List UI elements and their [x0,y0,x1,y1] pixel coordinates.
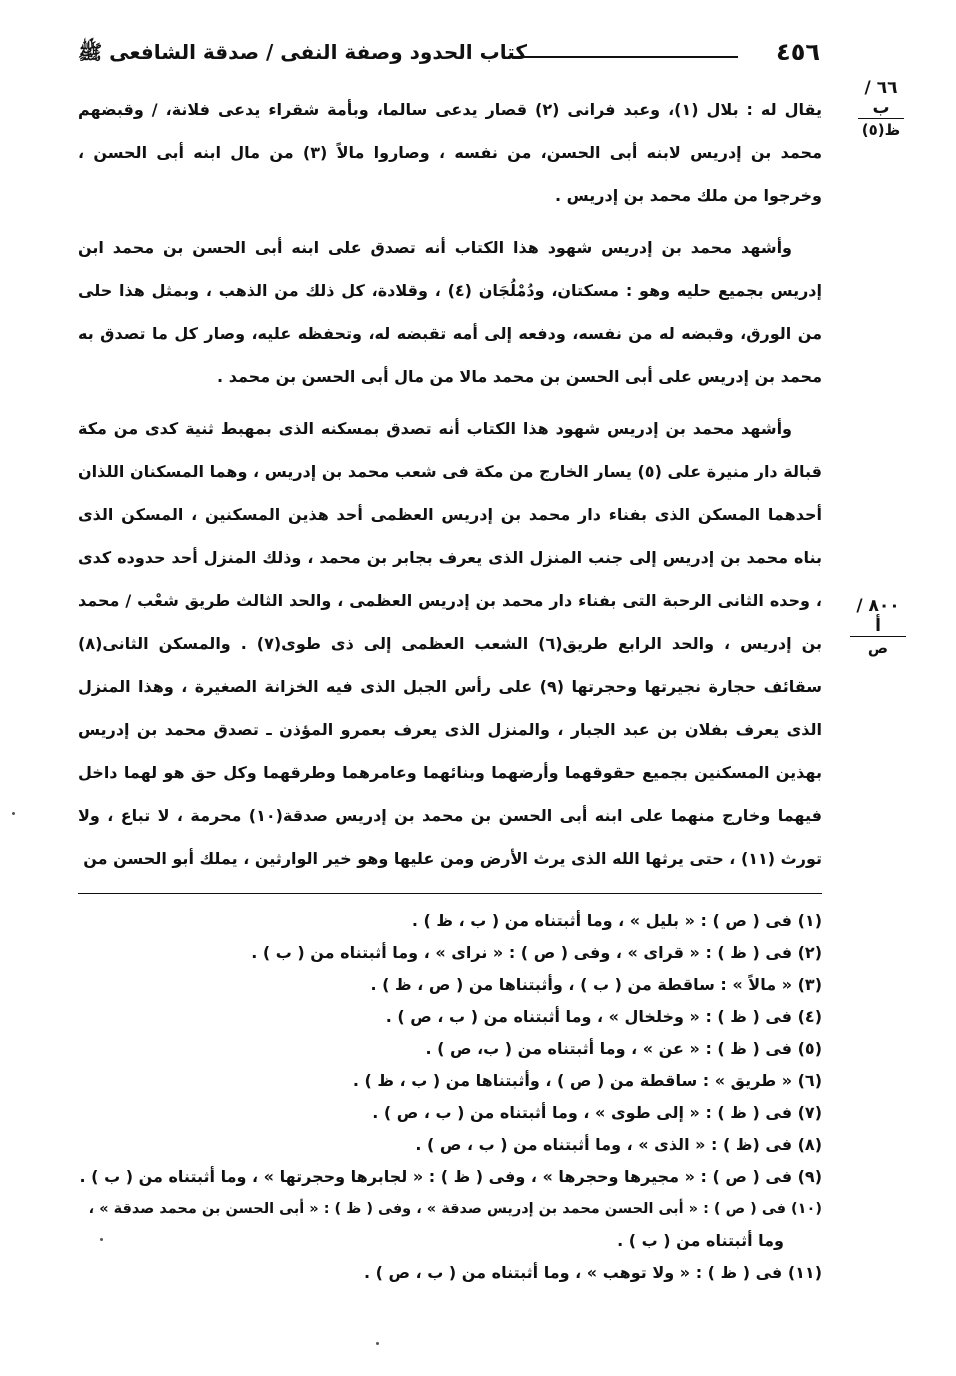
footnote-separator [78,893,822,894]
footnote: (١١) فى ( ظ ) : « ولا توهب » ، وما أثبتناه من ( ب ، ص ) . [363,1263,822,1282]
manuscript-siglum: ظ(٥) [861,121,901,139]
footnote: (٨) فى (ظ ) : « الذى » ، وما أثبتناه من ( ب ، ص ) . [415,1135,822,1154]
running-header [78,34,820,74]
manuscript-folio-marker [850,596,906,657]
scan-speck [12,812,15,815]
footnote: (٥) فى ( ظ ) : « عن » ، وما أثبتناه من ( ب، ص ) . [425,1039,822,1058]
footnote: (٣) « مالاً » : ساقطة من ( ب ) ، وأثبتناها من ( ص ، ظ ) . [370,975,822,994]
footnote-continuation: وما أثبتناه من ( ب ) . [617,1231,784,1250]
footnote: (٩) فى ( ص ) : « مجيرها وحجرها » ، وفى ( ظ ) : « لجابرها وحجرتها » ، وما أثبتناه من ( ب ) . [79,1167,822,1186]
body-paragraph: وأشهد محمد بن إدريس شهود هذا الكتاب أنه تصدق على ابنه أبى الحسن بن محمد ابن إدريس بجميع حليه وهو : مسكتان، ودُمْلُجَان (٤) ، وقلادة، كل ذلك من الذهب ، وبمثل هذا حلى من الورق، وقبضه له من نفسه، ودفعه إلى أمه تقبضه له، وتحفظه عليه، وصار كل ما تصدق به محمد بن إدريس على أبى الحسن بن محمد مالا من مال أبى الحسن بن محمد . [78,238,822,386]
header-rule [508,56,738,58]
footnote: (٦) « طريق » : ساقطة من ( ص ) ، وأثبتناها من ( ب ، ظ ) . [352,1071,822,1090]
scan-speck [100,1238,103,1241]
footnote: (١) فى ( ص ) : « بليل » ، وما أثبتناه من ( ب ، ظ ) . [411,911,822,930]
page-number: ٤٥٦ [776,38,820,66]
footnotes [78,905,822,1289]
main-text [78,88,822,880]
folio-reference: ٨٠٠ / أ [850,596,906,637]
footnote: (٧) فى ( ظ ) : « إلى طوى » ، وما أثبتناه من ( ب ، ص ) . [372,1103,822,1122]
footnote: (١٠) فى ( ص ) : « أبى الحسن محمد بن إدريس صدقة » ، وفى ( ظ ) : « أبى الحسن بن محمد صدقة » ، [88,1201,822,1217]
footnote: (٤) فى ( ظ ) : « وخلخال » ، وما أثبتناه من ( ب ، ص ) . [385,1007,822,1026]
scan-speck [376,1342,379,1345]
running-title: كتاب الحدود وصفة النفى / صدقة الشافعى ﷺ [78,40,528,64]
footnote: (٢) فى ( ظ ) : « قراى » ، وفى ( ص ) : « نراى » ، وما أثبتناه من ( ب ) . [251,943,822,962]
body-paragraph: يقال له : بلال (١)، وعبد فرانى (٢) قصار يدعى سالما، وبأمة شقراء يدعى فلانة، / وقبضهم محمد بن إدريس لابنه أبى الحسن، من نفسه ، وصاروا مالاً (٣) من مال ابنه أبى الحسن ، وخرجوا من ملك محمد بن إدريس . [78,100,823,205]
manuscript-folio-marker [858,78,904,139]
body-paragraph: وأشهد محمد بن إدريس شهود هذا الكتاب أنه تصدق بمسكنه الذى بمهبط ثنية كدى من مكة قبالة دار منيرة على (٥) يسار الخارج من مكة فى شعب محمد بن إدريس ، وهما المسكنان اللذان أحدهما المسكن الذى بفناء دار محمد بن إدريس العظمى أحد هذين المسكنين ، المسكن الذى بناه محمد بن إدريس إلى جنب المنزل الذى يعرف بجابر بن محمد ، وذلك المنزل أحد حدوده كدى ، وحده الثانى الرحبة التى بفناء دار محمد بن إدريس العظمى ، والحد الثالث طريق شعْب / محمد بن إدريس ، والحد الرابع طريق(٦) الشعب العظمى إلى ذى طوى(٧) . والمسكن الثانى(٨) سقائف حجارة نجيرتها وحجرتها (٩) على رأس الجبل الذى فيه الخزانة الصغيرة ، وهذا المنزل الذى يعرف بفلان بن عبد الجبار ، والمنزل الذى يعرف بعمرو المؤذن ـ تصدق محمد بن إدريس بهذين المسكنين بجميع حقوقهما وأرضهما وبنائهما وعامرهما وطرقهما وكل حق هو لهما داخل فيهما وخارج منهما على ابنه أبى الحسن بن محمد بن إدريس صدقة(١٠) محرمة ، لا تباع ، ولا تورث (١١) ، حتى يرثها الله الذى يرث الأرض ومن عليها وهو خير الوارثين ، يملك أبو الحسن من [78,419,822,868]
manuscript-siglum: ص [867,639,889,657]
folio-reference: ٦٦ / ب [858,78,904,119]
